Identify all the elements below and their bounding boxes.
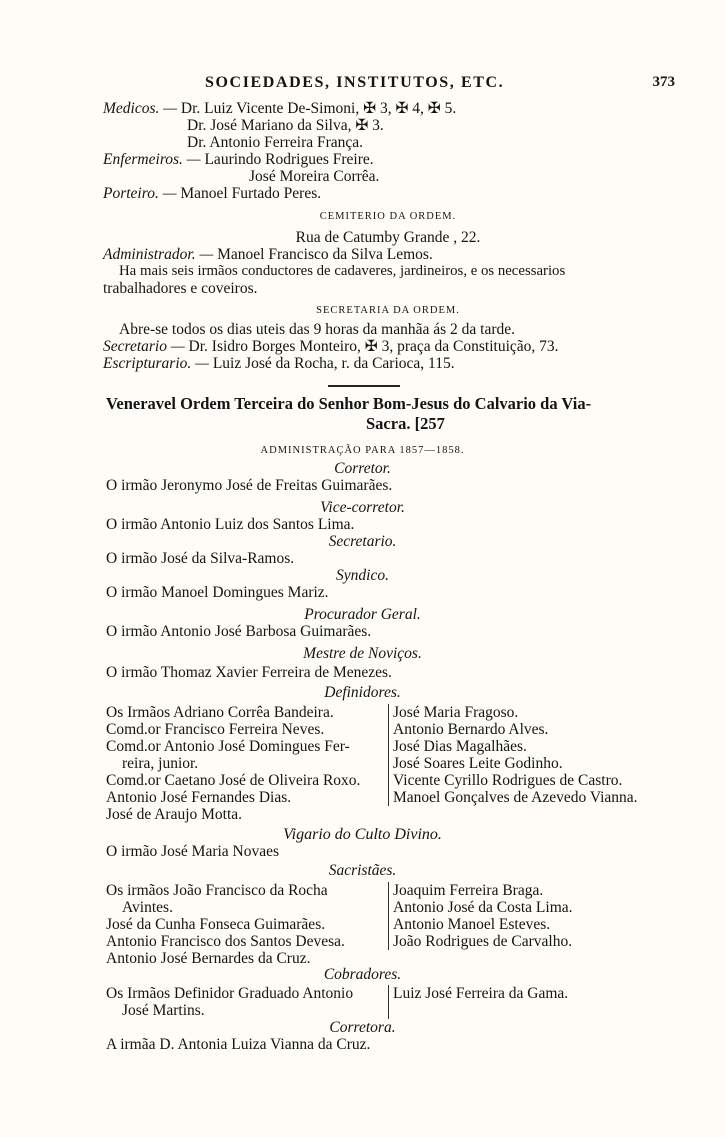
corretor-heading: Corretor.: [334, 460, 391, 477]
list-item: José Maria Fragoso.: [393, 704, 519, 721]
list-item: Antonio Francisco dos Santos Devesa.: [106, 933, 345, 950]
list-item: Vicente Cyrillo Rodrigues de Castro.: [393, 772, 623, 789]
list-item: Os Irmãos Adriano Corrêa Bandeira.: [106, 704, 334, 721]
admin-period: ADMINISTRAÇÃO PARA 1857—1858.: [260, 445, 465, 456]
cobradores-columns: [106, 985, 676, 1021]
secretaria-hours: Abre-se todos os dias uteis das 9 horas da manhãa ás 2 da tarde.: [119, 321, 515, 338]
list-item: Joaquim Ferreira Braga.: [393, 882, 544, 899]
list-item: João Rodrigues de Carvalho.: [393, 933, 573, 950]
cemiterio-section: [103, 208, 673, 297]
page-number: 373: [652, 74, 675, 90]
list-item: Comd.or Caetano José de Oliveira Roxo.: [106, 772, 361, 789]
cemiterio-heading: CEMITERIO DA ORDEM.: [319, 211, 457, 222]
secretario-entry: O irmão José da Silva-Ramos.: [106, 550, 295, 567]
list-item: José Soares Leite Godinho.: [393, 755, 563, 772]
cemiterio-note-cont: trabalhadores e coveiros.: [103, 280, 258, 297]
staff-line: Porteiro. — Manoel Furtado Peres.: [103, 185, 322, 202]
page-header: [205, 74, 675, 96]
staff-line: Enfermeiros. — Laurindo Rodrigues Freire.: [103, 151, 374, 168]
cemiterio-address: Rua de Catumby Grande , 22.: [295, 229, 481, 246]
staff-line: Dr. Antonio Ferreira França.: [187, 134, 364, 151]
definidores-right: [388, 704, 683, 806]
corretora-heading: Corretora.: [329, 1019, 396, 1036]
syndico-entry: O irmão Manoel Domingues Mariz.: [106, 584, 329, 601]
secretario-heading: Secretario.: [328, 533, 397, 550]
list-item: Manoel Gonçalves de Azevedo Vianna.: [393, 789, 638, 806]
cobradores-right: [388, 985, 683, 1019]
list-item: Os irmãos João Francisco da Rocha: [106, 882, 328, 899]
list-item: José da Cunha Fonseca Guimarães.: [106, 916, 326, 933]
staff-line: José Moreira Corrêa.: [249, 168, 380, 185]
cobradores-heading: Cobradores.: [323, 966, 402, 983]
list-item: Antonio José Fernandes Dias.: [106, 789, 292, 806]
staff-line: Dr. José Mariano da Silva, ✠ 3.: [187, 117, 384, 134]
secretaria-secretario: Secretario — Dr. Isidro Borges Monteiro, ✠ 3, praça da Constituição, 73.: [103, 338, 559, 355]
syndico-heading: Syndico.: [336, 567, 389, 584]
list-item: Antonio José Bernardes da Cruz.: [106, 950, 311, 967]
list-item: Comd.or Antonio José Domingues Fer-: [106, 738, 350, 755]
corretor-entry: O irmão Jeronymo José de Freitas Guimarães.: [106, 477, 393, 494]
list-item: Avintes.: [122, 899, 173, 916]
list-item: Antonio José da Costa Lima.: [393, 899, 573, 916]
list-item: Antonio Manoel Esteves.: [393, 916, 551, 933]
vigario-entry: O irmão José Maria Novaes: [106, 843, 280, 860]
section-divider: [328, 385, 400, 387]
staff-line: Medicos. — Dr. Luiz Vicente De-Simoni, ✠ 3, ✠ 4, ✠ 5.: [103, 100, 457, 117]
vice-corretor-entry: O irmão Antonio Luiz dos Santos Lima.: [106, 516, 355, 533]
mestre-entry: O irmão Thomaz Xavier Ferreira de Menezes.: [106, 664, 392, 681]
cemiterio-note: Ha mais seis irmãos conductores de cadaveres, jardineiros, e os necessarios: [119, 263, 566, 279]
cemiterio-admin: Administrador. — Manoel Francisco da Silva Lemos.: [103, 246, 433, 263]
procurador-heading: Procurador Geral.: [304, 606, 421, 623]
definidores-columns: [106, 704, 676, 824]
definidores-heading: Definidores.: [324, 684, 401, 701]
ordem-title: Veneravel Ordem Terceira do Senhor Bom-Jesus do Calvario da Via- Sacra. [257: [106, 394, 592, 433]
vice-corretor-heading: Vice-corretor.: [320, 499, 405, 516]
cobradores-left: [106, 985, 386, 1019]
list-item: José Dias Magalhães.: [393, 738, 527, 755]
procurador-entry: O irmão Antonio José Barbosa Guimarães.: [106, 623, 372, 640]
list-item: Comd.or Francisco Ferreira Neves.: [106, 721, 325, 738]
definidores-left: [106, 704, 386, 823]
list-item: reira, junior.: [122, 755, 199, 772]
vigario-heading: Vigario do Culto Divino.: [283, 826, 442, 843]
sacristaes-right: [388, 882, 683, 950]
sacristaes-heading: Sacristães.: [328, 862, 397, 879]
corretora-entry: A irmãa D. Antonia Luiza Vianna da Cruz.: [106, 1036, 371, 1053]
secretaria-section: [103, 302, 673, 372]
list-item: Os Irmãos Definidor Graduado Antonio: [106, 985, 354, 1002]
staff-list: [103, 100, 673, 202]
list-item: Antonio Bernardo Alves.: [393, 721, 549, 738]
secretaria-escripturario: Escripturario. — Luiz José da Rocha, r. da Carioca, 115.: [103, 355, 455, 372]
list-item: Luiz José Ferreira da Gama.: [393, 985, 569, 1002]
list-item: José Martins.: [122, 1002, 205, 1019]
list-item: José de Araujo Motta.: [106, 806, 243, 823]
mestre-heading: Mestre de Noviços.: [303, 645, 422, 662]
sacristaes-left: [106, 882, 386, 967]
running-title: SOCIEDADES, INSTITUTOS, ETC.: [205, 74, 505, 91]
secretaria-heading: SECRETARIA DA ORDEM.: [316, 305, 460, 316]
sacristaes-columns: [106, 882, 676, 972]
